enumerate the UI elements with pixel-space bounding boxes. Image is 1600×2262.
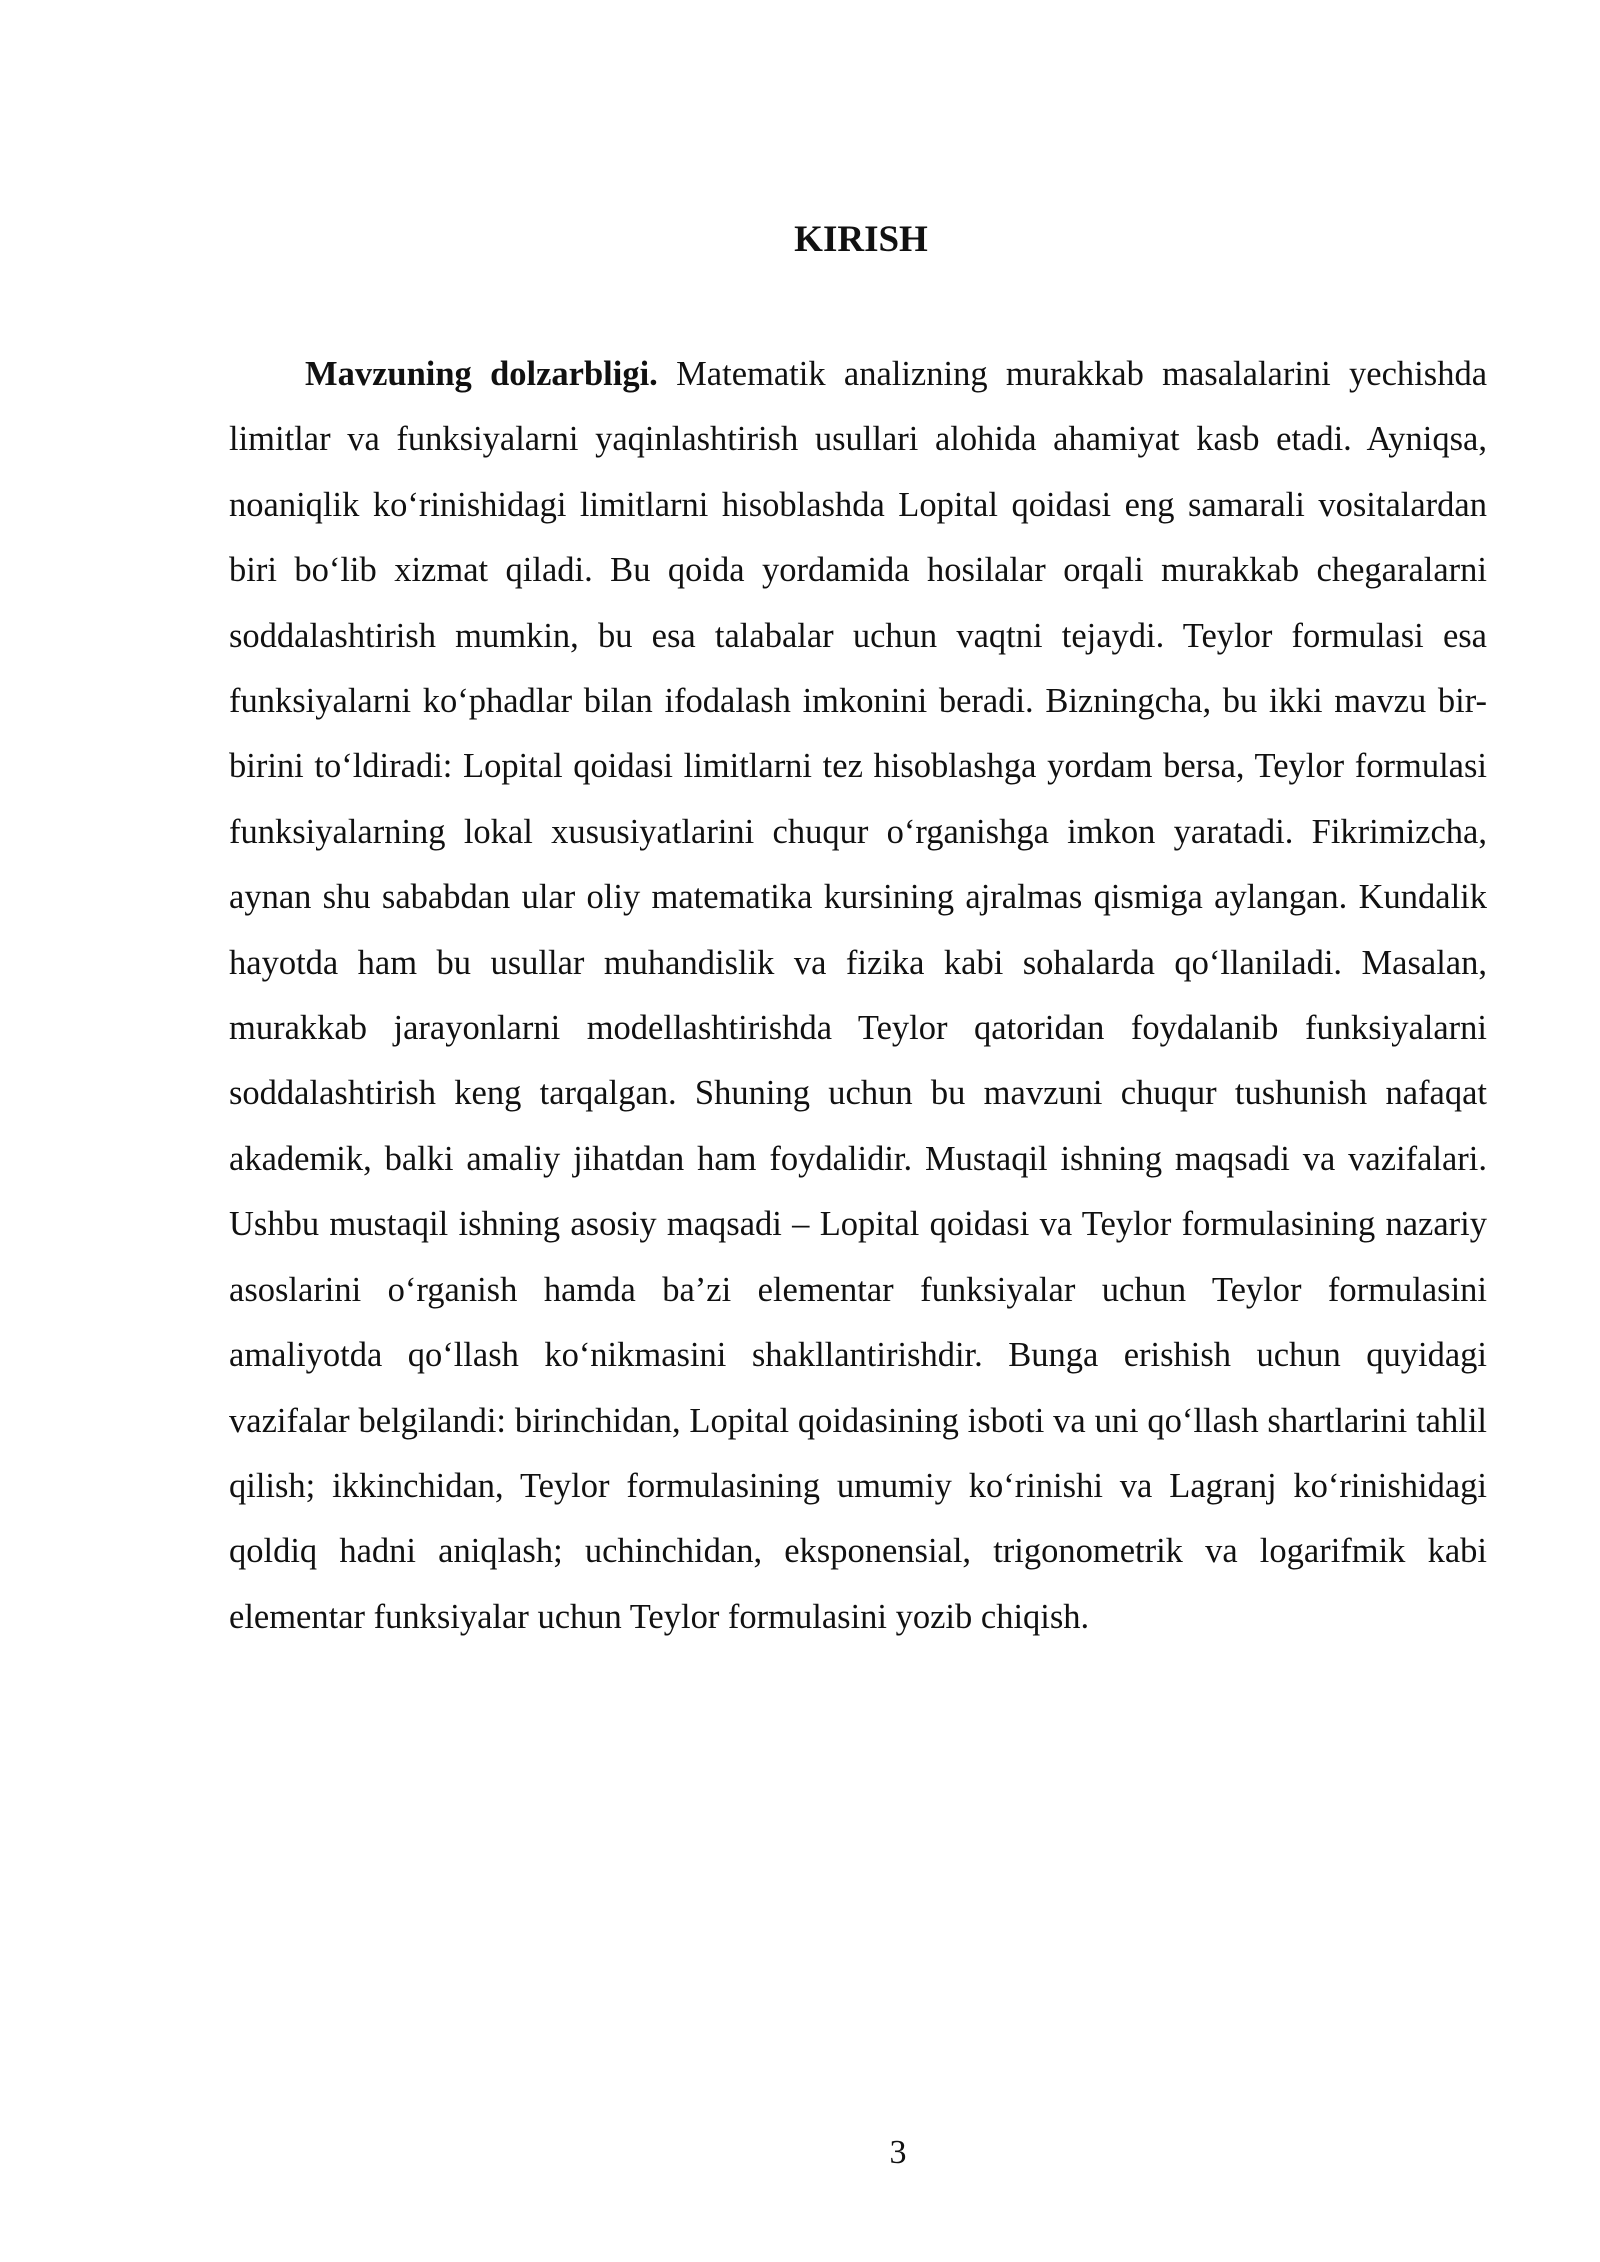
paragraph-text: Matematik analizning murakkab masalalarini yechishda limitlar va funksiyalarni yaqinlashtirish usullari alohida ahamiyat kasb etadi. Ayniqsa, noaniqlik ko‘rinishidagi limitlarni hisoblashda Lopital qoidasi eng samarali vositalardan biri bo‘lib xizmat qiladi. Bu qoida yordamida hosilalar orqali murakkab chegaralarni soddalashtirish mumkin, bu esa talabalar uchun vaqtni tejaydi. Teylor formulasi esa funksiyalarni ko‘phadlar bilan ifodalash imkonini beradi. Bizningcha, bu ikki mavzu bir-birini to‘ldiradi: Lopital qoidasi limitlarni tez hisoblashga yordam bersa, Teylor formulasi funksiyalarning lokal xususiyatlarini chuqur o‘rganishga imkon yaratadi. Fikrimizcha, aynan shu sababdan ular oliy matematika kursining ajralmas qismiga aylangan. Kundalik hayotda ham bu usullar muhandislik va fizika kabi sohalarda qo‘llaniladi. Masalan, murakkab jarayonlarni modellashtirishda Teylor qatoridan foydalanib funksiyalarni soddalashtirish keng tarqalgan. Shuning uchun bu mavzuni chuqur tushunish nafaqat akademik, balki amaliy jihatdan ham foydalidir. Mustaqil ishning maqsadi va vazifalari. Ushbu mustaqil ishning asosiy maqsadi – Lopital qoidasi va Teylor formulasining nazariy asoslarini o‘rganish hamda ba’zi elementar funksiyalar uchun Teylor formulasini amaliyotda qo‘llash ko‘nikmasini shakllantirishdir. Bunga erishish uchun quyidagi vazifalar belgilandi: birinchidan, Lopital qoidasining isboti va uni qo‘llash shartlarini tahlil qilish; ikkinchidan, Teylor formulasining umumiy ko‘rinishi va Lagranj ko‘rinishidagi qoldiq hadni aniqlash; uchinchidan, eksponensial, trigonometrik va logarifmik kabi elementar funksiyalar uchun Teylor formulasini yozib chiqish.: [229, 355, 1488, 1636]
page-number: 3: [889, 2134, 907, 2171]
section-heading: KIRISH: [794, 219, 928, 260]
body-paragraph: [229, 342, 1487, 1650]
paragraph-lead: Mavzuning dolzarbligi.: [305, 355, 658, 393]
